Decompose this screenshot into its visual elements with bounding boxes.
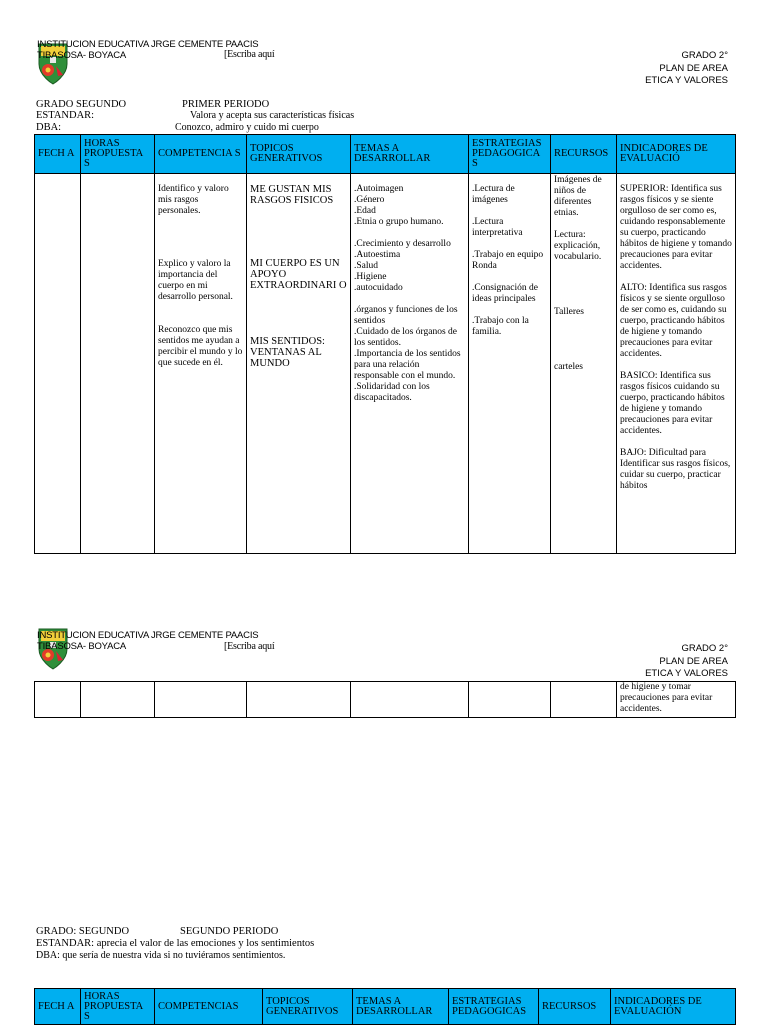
tema-item: .Higiene: [354, 272, 387, 282]
period1-header-row: [35, 135, 736, 174]
period2-grade: GRADO: SEGUNDO: [36, 926, 130, 937]
indicador-basico: BASICO: Identifica sus rasgos físicos cuidando su cuerpo, practicando hábitos de higiene y tomando precauciones para evitar accidentes.: [620, 371, 725, 436]
col-competencias: COMPETENCIAS: [155, 989, 263, 1025]
grade-label: GRADO 2°: [681, 50, 728, 61]
col-horas: HORAS PROPUESTA S: [81, 135, 155, 174]
period1-estandar-value: Valora y acepta sus características físicas: [190, 110, 355, 121]
area-label: ETICA Y VALORES: [645, 668, 728, 679]
institution-name: INSTITUCION EDUCATIVA JRGE CEMENTE PAACIS: [37, 630, 259, 641]
cell-estrategias[interactable]: [469, 682, 551, 718]
topico-2: MI CUERPO ES UN APOYO EXTRAORDINARI O: [250, 258, 347, 291]
recurso-item: Talleres: [554, 307, 584, 317]
period1-estandar-label: ESTANDAR:: [36, 110, 95, 121]
grade-label: GRADO 2°: [681, 643, 728, 654]
topico-1: ME GUSTAN MIS RASGOS FISICOS: [250, 184, 334, 206]
cell-estrategias: [469, 174, 551, 554]
period1-body-row: [35, 174, 736, 554]
grade-plan-block: [645, 643, 728, 681]
tema-item: .Edad: [354, 206, 376, 216]
recurso-item: carteles: [554, 362, 584, 372]
col-topicos: TOPICOS GENERATIVOS: [247, 135, 351, 174]
cell-fecha[interactable]: [35, 174, 81, 554]
period1-table: [34, 134, 736, 554]
tema-item: .Autoestima: [354, 250, 401, 260]
tema-item: .Autoimagen: [354, 184, 404, 194]
tema-item: .Etnia o grupo humano.: [354, 217, 444, 227]
estrategia-item: .Trabajo en equipo Ronda: [472, 250, 544, 271]
period2-estandar: ESTANDAR: aprecia el valor de las emociones y los sentimientos: [36, 938, 315, 949]
estrategia-item: .Lectura interpretativa: [472, 217, 523, 238]
period1-period: PRIMER PERIODO: [182, 99, 270, 110]
recurso-item: Lectura: explicación, vocabulario.: [554, 230, 602, 262]
cell-horas[interactable]: [81, 174, 155, 554]
competencia-3: Reconozco que mis sentidos me ayudan a percibir el mundo y lo que sucede en él.: [158, 325, 243, 368]
estrategia-item: .Lectura de imágenes: [472, 184, 515, 205]
col-indicadores: INDICADORES DE EVALUACIÓN: [611, 989, 736, 1025]
plan-label: PLAN DE AREA: [659, 62, 728, 74]
cell-competencias: [155, 174, 247, 554]
plan-label: PLAN DE AREA: [659, 655, 728, 667]
continuation-row: [35, 682, 736, 718]
page2-header: [0, 620, 768, 682]
cell-topicos: [247, 174, 351, 554]
indicador-superior: SUPERIOR: Identifica sus rasgos físicos y se siente orgulloso de ser como es, cuidando responsablemente su cuerpo, practicando hábitos de higiene y tomando precauciones para evitar accidentes.: [620, 184, 732, 271]
col-fecha: FECH A: [35, 989, 81, 1025]
period1-continuation-table: [34, 681, 736, 718]
tema-item: .órganos y funciones de los sentidos: [354, 305, 458, 326]
col-indicadores: INDICADORES DE EVALUACIÓ: [617, 135, 736, 174]
col-estrategias: ESTRATEGIAS PEDAGOGICAS: [449, 989, 539, 1025]
institution-location: TIBASOSA- BOYACA: [37, 50, 127, 61]
institution-name: INSTITUCION EDUCATIVA JRGE CEMENTE PAACIS: [37, 39, 259, 50]
period2-table: [34, 988, 736, 1025]
col-recursos: RECURSOS: [551, 135, 617, 174]
competencia-1: Identifico y valoro mis rasgos personales.: [158, 184, 229, 216]
tema-item: .Salud: [354, 261, 379, 271]
placeholder-text[interactable]: [Escriba aquí: [224, 49, 275, 60]
tema-item: .Género: [354, 195, 385, 205]
cell-indicadores-cont: de higiene y tomar precauciones para evitar accidentes.: [617, 682, 736, 718]
topico-3: MIS SENTIDOS: VENTANAS AL MUNDO: [250, 336, 325, 369]
cell-indicadores: [617, 174, 736, 554]
tema-item: .Importancia de los sentidos para una relación responsable con el mundo.: [354, 349, 461, 381]
col-temas: TEMAS A DESARROLLAR: [353, 989, 449, 1025]
tema-item: .Cuidado de los órganos de los sentidos.: [354, 327, 457, 348]
cell-recursos: [551, 174, 617, 554]
estrategia-item: .Consignación de ideas principales: [472, 283, 538, 304]
period2-dba: DBA: que sería de nuestra vida si no tuviéramos sentimientos.: [36, 950, 286, 961]
page1-header: [0, 0, 768, 90]
tema-item: .autocuidado: [354, 283, 403, 293]
col-horas: HORAS PROPUESTA S: [81, 989, 155, 1025]
col-competencias: COMPETENCIA S: [155, 135, 247, 174]
col-recursos: RECURSOS: [539, 989, 611, 1025]
placeholder-text[interactable]: [Escriba aquí: [224, 641, 275, 652]
tema-item: .Solidaridad con los discapacitados.: [354, 382, 430, 403]
period2-period: SEGUNDO PERIODO: [180, 926, 279, 937]
competencia-2: Explico y valoro la importancia del cuerpo en mi desarrollo personal.: [158, 259, 233, 302]
estrategia-item: .Trabajo con la familia.: [472, 316, 529, 337]
col-topicos: TOPICOS GENERATIVOS: [263, 989, 353, 1025]
period1-grade: GRADO SEGUNDO: [36, 99, 127, 110]
institution-location: TIBASOSA- BOYACA: [37, 641, 127, 652]
col-fecha: FECH A: [35, 135, 81, 174]
period1-dba-value: Conozco, admiro y cuido mi cuerpo: [175, 122, 319, 133]
grade-plan-block: [645, 50, 728, 88]
cell-temas: [351, 174, 469, 554]
indicador-bajo: BAJO: Dificultad para Identificar sus rasgos físicos, cuidar su cuerpo, practicar hábitos: [620, 448, 731, 491]
indicador-alto: ALTO: Identifica sus rasgos físicos y se siente orgulloso de ser como es, cuidando su cuerpo, practicando hábitos de higiene y tomando precauciones para evitar accidentes.: [620, 283, 727, 359]
cell-horas[interactable]: [81, 682, 155, 718]
tema-item: .Crecimiento y desarrollo: [354, 239, 451, 249]
col-temas: TEMAS A DESARROLLAR: [351, 135, 469, 174]
area-label: ETICA Y VALORES: [645, 75, 728, 86]
recurso-item: Imágenes de niños de diferentes etnias.: [554, 175, 602, 218]
period2-header-row: [35, 989, 736, 1025]
cell-temas[interactable]: [351, 682, 469, 718]
period1-dba-label: DBA:: [36, 122, 62, 133]
cell-competencias[interactable]: [155, 682, 247, 718]
cell-fecha[interactable]: [35, 682, 81, 718]
cell-topicos[interactable]: [247, 682, 351, 718]
cell-recursos[interactable]: [551, 682, 617, 718]
col-estrategias: ESTRATEGIAS PEDAGOGICA S: [469, 135, 551, 174]
